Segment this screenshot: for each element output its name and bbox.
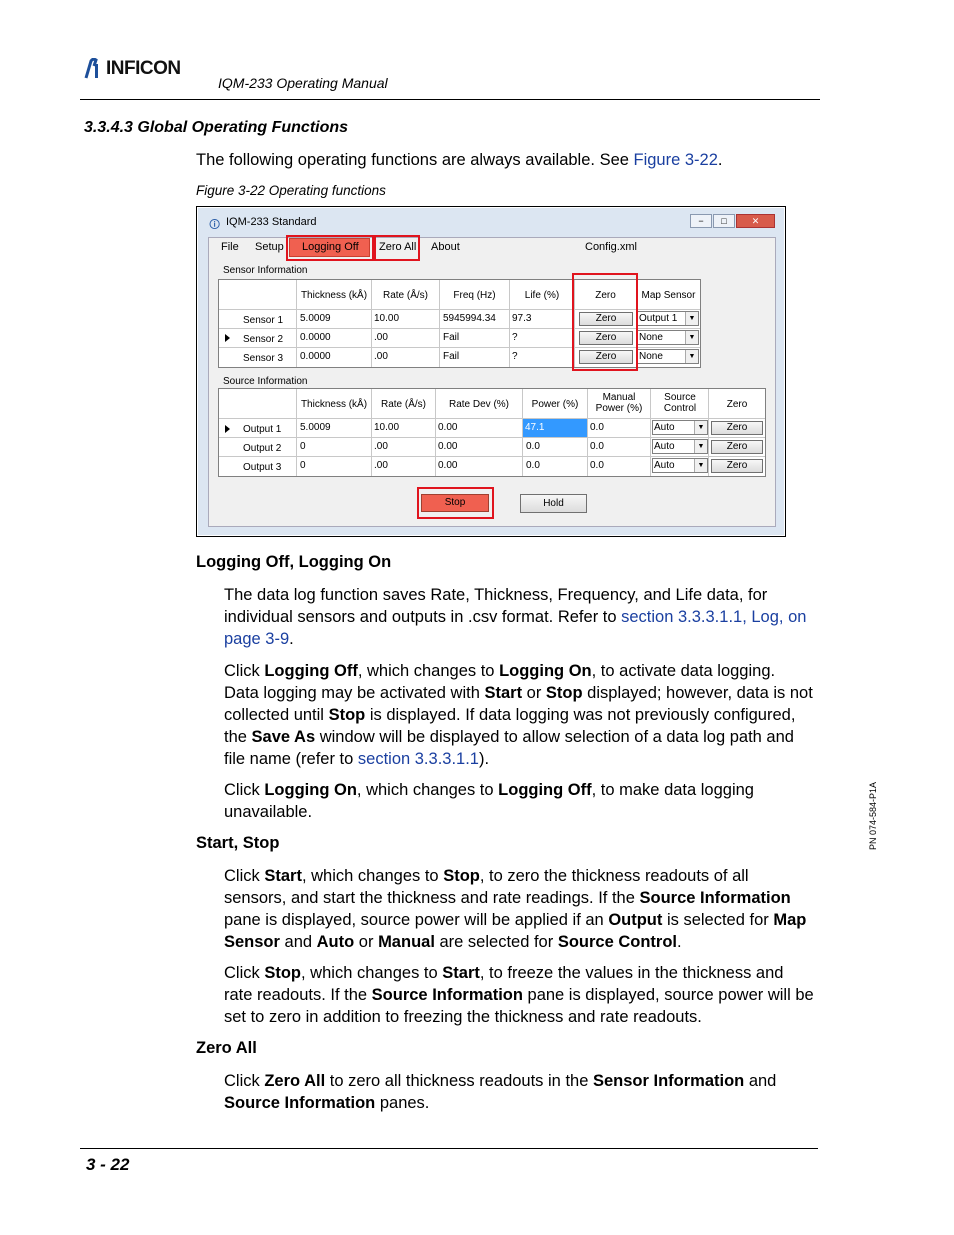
source-row-1-thickness: 5.0009 — [300, 422, 331, 433]
sensor-row-2-name: Sensor 2 — [243, 334, 284, 345]
logging-paragraph-1: The data log function saves Rate, Thickness, Frequency, and Life data, for individual sensors and outputs in .csv format. Refer to section 3.3.3.1.1, Log, on page 3-9. — [224, 586, 807, 648]
bold-term: Sensor Information — [592, 1072, 745, 1090]
source-row-2-thickness: 0 — [300, 441, 306, 452]
chevron-down-icon[interactable]: ▼ — [694, 421, 707, 434]
text-run: panes. — [375, 1094, 430, 1112]
source-col-thickness: Thickness (kÅ) — [300, 399, 368, 410]
bold-term: Start — [264, 867, 302, 885]
sensor-row-2-rate: .00 — [374, 332, 388, 343]
text-run: are selected for — [434, 933, 558, 951]
app-icon: 🛈 — [209, 219, 221, 231]
sensor-row-3-freq: Fail — [443, 351, 460, 362]
text-run: , to zero the thickness readouts of all sensors, and start the thickness and rate readings. If the — [224, 867, 749, 907]
highlight-stop — [417, 487, 494, 519]
highlight-zero-all — [374, 235, 420, 261]
source-row-3-manual[interactable]: 0.0 — [590, 460, 604, 471]
menu-logging-label: Logging Off — [302, 241, 359, 253]
source-col-manual: Manual Power (%) — [595, 392, 643, 414]
bold-term: Logging On — [499, 662, 592, 680]
menu-about[interactable]: About — [431, 241, 460, 253]
bold-term: Auto — [316, 933, 355, 951]
text-run: , which changes to — [301, 867, 444, 885]
figure-caption: Figure 3-22 Operating functions — [196, 183, 386, 198]
sensor-col-rate: Rate (Å/s) — [382, 290, 428, 301]
bold-term: Logging On — [264, 781, 357, 799]
hold-button[interactable]: Hold — [520, 494, 587, 513]
sensor-row-3-thickness: 0.0000 — [300, 351, 331, 362]
text-run: Click — [224, 662, 265, 680]
bold-term: Start — [484, 684, 523, 702]
sensor-row-3-rate: .00 — [374, 351, 388, 362]
text-run: pane is displayed, source power will be set to zero in addition to freezing the thickness and rate readouts. — [224, 986, 814, 1026]
output-3-control-select[interactable]: Auto ▼ — [652, 458, 708, 473]
close-icon[interactable]: ✕ — [736, 214, 775, 228]
text-run: Click — [224, 781, 265, 799]
output-1-control-select[interactable]: Auto ▼ — [652, 420, 708, 435]
bold-term: Stop — [264, 964, 302, 982]
sensor-col-thickness: Thickness (kÅ) — [300, 290, 368, 301]
source-row-2-power[interactable]: 0.0 — [526, 441, 540, 452]
bold-term: Stop — [328, 706, 366, 724]
zeroall-heading: Zero All — [196, 1039, 257, 1057]
row-selector-icon — [225, 334, 230, 342]
source-row-2-name: Output 2 — [243, 443, 282, 454]
text-run: , to make data logging unavailable. — [224, 781, 754, 821]
source-grid — [218, 388, 766, 477]
minimize-icon[interactable]: − — [690, 214, 712, 228]
source-row-1-name: Output 1 — [243, 424, 282, 435]
bold-term: Manual — [378, 933, 435, 951]
source-row-3-rate: .00 — [374, 460, 388, 471]
text-run: , which changes to — [301, 964, 443, 982]
chevron-down-icon[interactable]: ▼ — [685, 312, 698, 325]
sensor-col-map: Map Sensor — [641, 290, 696, 301]
source-row-2-rate: .00 — [374, 441, 388, 452]
sensor-row-1-life: 97.3 — [512, 313, 532, 324]
sensor-row-2-thickness: 0.0000 — [300, 332, 331, 343]
output-3-zero-button[interactable]: Zero — [711, 459, 763, 473]
text-run: window will be displayed to allow selection of a data log path and file name (refer to — [224, 728, 794, 768]
text-run: displayed; however, data is not collected until — [224, 684, 813, 724]
intro-paragraph: The following operating functions are always available. See Figure 3-22. — [196, 151, 723, 169]
bold-term: Start — [442, 964, 480, 982]
output-1-zero-button[interactable]: Zero — [711, 421, 763, 435]
bold-term: Zero All — [264, 1072, 326, 1090]
logging-paragraph-2 — [224, 660, 814, 770]
bold-term: Logging Off — [264, 662, 358, 680]
source-row-2-dev: 0.00 — [438, 441, 458, 452]
sensor-row-1-name: Sensor 1 — [243, 315, 284, 326]
text-run: , to freeze the values in the thickness and rate readouts. If the — [224, 964, 784, 1004]
menu-zero-all[interactable]: Zero All — [379, 241, 417, 253]
source-col-ratedev: Rate Dev (%) — [448, 399, 509, 410]
sensor-1-zero-button[interactable]: Zero — [579, 312, 633, 326]
source-col-power: Power (%) — [531, 399, 579, 410]
section-title: 3.3.4.3 Global Operating Functions — [84, 119, 349, 136]
log-section-link[interactable]: section 3.3.3.1.1, Log, on page 3-9 — [224, 608, 807, 648]
text-run: and — [279, 933, 317, 951]
text-run: . — [677, 933, 682, 951]
inficon-logo — [82, 58, 181, 80]
source-col-rate: Rate (Å/s) — [380, 399, 426, 410]
source-row-1-manual[interactable]: 0.0 — [590, 422, 604, 433]
bold-term: Output — [608, 911, 663, 929]
startstop-paragraph-2 — [224, 962, 814, 1028]
sensor-1-map-select[interactable]: Output 1 ▼ — [637, 311, 699, 326]
logging-heading: Logging Off, Logging On — [196, 553, 392, 571]
source-row-3-power[interactable]: 0.0 — [526, 460, 540, 471]
text-run: or — [522, 684, 546, 702]
logging-paragraph-3 — [224, 779, 814, 823]
chevron-down-icon[interactable]: ▼ — [694, 459, 707, 472]
sensor-col-life: Life (%) — [524, 290, 560, 301]
sensor-row-2-freq: Fail — [443, 332, 460, 343]
bold-term: Source Information — [224, 1094, 376, 1112]
output-2-control-select[interactable]: Auto ▼ — [652, 439, 708, 454]
source-row-2-manual[interactable]: 0.0 — [590, 441, 604, 452]
sensor-info-label: Sensor Information — [223, 265, 308, 276]
header-rule — [80, 99, 820, 100]
sensor-row-1-rate: 10.00 — [374, 313, 400, 324]
sensor-3-map-select[interactable]: None ▼ — [637, 349, 699, 364]
text-run: pane is displayed, source power will be applied if an — [224, 911, 609, 929]
text-run: , which changes to — [357, 662, 500, 680]
sensor-col-zero: Zero — [595, 290, 616, 301]
bold-term: Source Information — [371, 986, 523, 1004]
source-row-3-name: Output 3 — [243, 462, 282, 473]
inficon-logo-icon — [82, 58, 104, 80]
sensor-2-map-select[interactable]: None ▼ — [637, 330, 699, 345]
text-run: and — [744, 1072, 777, 1090]
config-file-label: Config.xml — [585, 241, 637, 253]
source-col-control: Source Control — [663, 392, 697, 414]
section-link[interactable]: section 3.3.3.1.1 — [357, 750, 479, 768]
sensor-row-1-thickness: 5.0009 — [300, 313, 331, 324]
text-run: is selected for — [662, 911, 774, 929]
logo-text: INFICON — [106, 58, 181, 79]
footer-rule — [80, 1148, 818, 1149]
sensor-2-zero-button[interactable]: Zero — [579, 331, 633, 345]
text-run: , which changes to — [356, 781, 499, 799]
source-info-label: Source Information — [223, 376, 308, 387]
maximize-icon[interactable]: □ — [713, 214, 735, 228]
stop-button[interactable]: Stop — [421, 494, 489, 512]
bold-term: Logging Off — [498, 781, 592, 799]
bold-term: Source Information — [639, 889, 791, 907]
menu-file[interactable]: File — [221, 241, 239, 253]
sensor-row-3-life: ? — [512, 351, 518, 362]
highlight-zero-column — [572, 273, 638, 371]
chevron-down-icon[interactable]: ▼ — [694, 440, 707, 453]
text-run: to zero all thickness readouts in the — [325, 1072, 593, 1090]
source-row-3-dev: 0.00 — [438, 460, 458, 471]
text-run: is displayed. If data logging was not previously configured, the — [224, 706, 796, 746]
source-row-3-thickness: 0 — [300, 460, 306, 471]
sensor-3-zero-button[interactable]: Zero — [579, 350, 633, 364]
source-col-zero: Zero — [726, 399, 748, 410]
text-run: Click — [224, 867, 265, 885]
row-selector-icon — [225, 425, 230, 433]
bold-term: Save As — [251, 728, 316, 746]
chevron-down-icon[interactable]: ▼ — [685, 350, 698, 363]
zeroall-paragraph-1 — [224, 1070, 814, 1114]
menu-setup[interactable]: Setup — [255, 241, 284, 253]
bold-term: Stop — [545, 684, 583, 702]
text-run: Click — [224, 964, 265, 982]
manual-title: IQM-233 Operating Manual — [218, 75, 388, 91]
sensor-row-3-name: Sensor 3 — [243, 353, 284, 364]
source-row-1-rate: 10.00 — [374, 422, 400, 433]
window-title: IQM-233 Standard — [226, 216, 317, 228]
sensor-row-1-freq: 5945994.34 — [443, 313, 496, 324]
text-run: , to activate data logging. Data logging may be activated with — [224, 662, 776, 702]
highlight-logging — [286, 235, 374, 261]
bold-term: Source Control — [557, 933, 677, 951]
bold-term: Stop — [443, 867, 480, 885]
sensor-col-freq: Freq (Hz) — [453, 290, 496, 301]
startstop-paragraph-1 — [224, 865, 814, 953]
bold-term: Map Sensor — [224, 911, 807, 951]
sensor-row-2-life: ? — [512, 332, 518, 343]
page-number: 3 - 22 — [86, 1155, 130, 1174]
chevron-down-icon[interactable]: ▼ — [685, 331, 698, 344]
source-row-1-power[interactable]: 47.1 — [523, 419, 587, 437]
part-number: PN 074-584-P1A — [868, 781, 878, 850]
text-run: or — [354, 933, 379, 951]
output-2-zero-button[interactable]: Zero — [711, 440, 763, 454]
startstop-heading: Start, Stop — [196, 834, 280, 852]
figure-link[interactable]: Figure 3-22 — [633, 151, 718, 169]
text-run: ). — [478, 750, 490, 768]
text-run: Click — [224, 1072, 265, 1090]
source-row-1-dev: 0.00 — [438, 422, 458, 433]
